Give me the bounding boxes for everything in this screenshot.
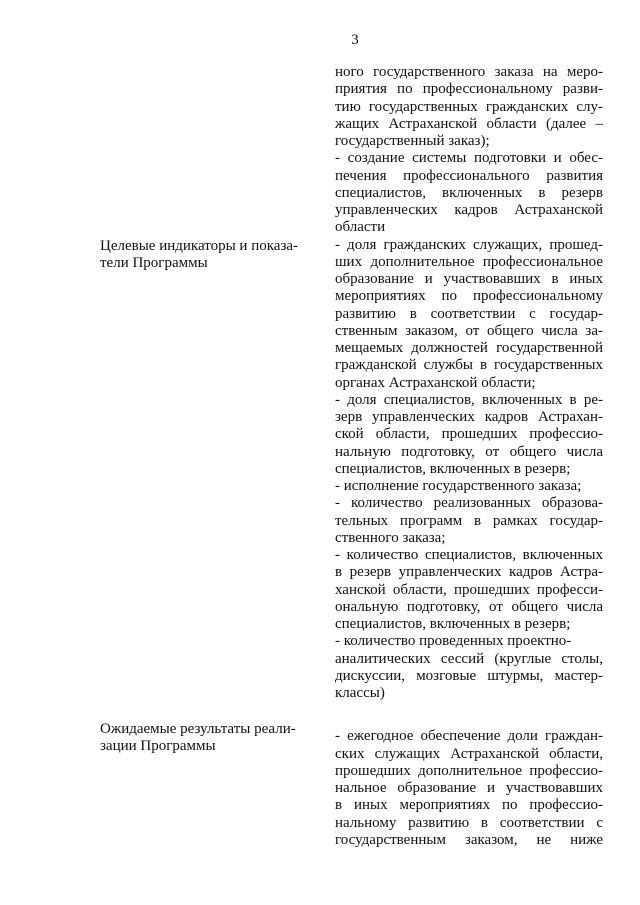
text-line: нальное образование и участвовавших bbox=[335, 780, 603, 796]
page-number: 3 bbox=[351, 32, 359, 48]
label-line: тели Программы bbox=[100, 255, 208, 272]
text-line: - ежегодное обеспечение доли граждан- bbox=[335, 728, 603, 745]
text-line: тию государственных гражданских слу- bbox=[335, 98, 603, 115]
label-line: Целевые индикаторы и показа- bbox=[100, 238, 299, 254]
text-line: ного государственного заказа на меро- bbox=[335, 64, 603, 80]
text-line: в иных мероприятиях по профессио- bbox=[335, 797, 603, 814]
text-line: нальную подготовку, от общего числа bbox=[335, 443, 603, 460]
text-line: образование и участвовавших в иных bbox=[335, 271, 603, 287]
text-line: государственный заказ); bbox=[335, 133, 490, 149]
text-line: нальному развитию в соответствии с bbox=[335, 814, 603, 831]
text-line: ханской области, прошедших професси- bbox=[335, 581, 603, 598]
text-line: развитию в соответствии с государ- bbox=[335, 305, 603, 322]
text-line: специалистов, включенных в резерв; bbox=[335, 460, 571, 477]
label-line: зации Программы bbox=[100, 738, 216, 755]
text-line: специалистов, включенных в резерв; bbox=[335, 616, 571, 632]
text-line: приятия по профессиональному разви- bbox=[335, 81, 603, 98]
label-expected-results bbox=[100, 721, 315, 756]
text-line: - количество проведенных проектно- bbox=[335, 633, 572, 650]
text-line: прошедших дополнительное профессио- bbox=[335, 762, 603, 779]
text-line: - создание системы подготовки и обес- bbox=[335, 150, 603, 167]
indicators-block bbox=[335, 237, 603, 703]
text-line: - доля специалистов, включенных в ре- bbox=[335, 391, 603, 408]
text-line: органах Астраханской области; bbox=[335, 374, 536, 391]
results-block bbox=[335, 728, 603, 849]
text-line: - исполнение государственного заказа; bbox=[335, 478, 582, 494]
label-line: Ожидаемые результаты реали- bbox=[100, 721, 296, 737]
text-line: гражданской службы в государственных bbox=[335, 357, 603, 374]
text-line: ональную подготовку, от общего числа bbox=[335, 598, 603, 615]
text-line: зерв управленческих кадров Астрахан- bbox=[335, 409, 603, 425]
text-line: управленческих кадров Астраханской bbox=[335, 202, 603, 218]
text-line: в резерв управленческих кадров Астра- bbox=[335, 564, 603, 581]
label-target-indicators bbox=[100, 238, 315, 273]
text-line: аналитических сессий (круглые столы, bbox=[335, 650, 603, 667]
text-line: печения профессионального развития bbox=[335, 167, 603, 184]
text-line: области bbox=[335, 219, 386, 236]
text-line: государственным заказом, не ниже bbox=[335, 831, 603, 848]
intro-block bbox=[335, 64, 603, 237]
text-line: - доля гражданских служащих, прошед- bbox=[335, 236, 603, 253]
text-line: ской области, прошедших профессио- bbox=[335, 426, 603, 443]
section-gap bbox=[335, 702, 603, 728]
text-line: - количество реализованных образова- bbox=[335, 495, 603, 512]
text-line: - количество специалистов, включенных bbox=[335, 547, 603, 563]
text-line: специалистов, включенных в резерв bbox=[335, 184, 603, 201]
text-line: мероприятиях по профессиональному bbox=[335, 288, 603, 305]
text-line: ских служащих Астраханской области, bbox=[335, 745, 603, 762]
text-line: классы) bbox=[335, 685, 385, 701]
text-line: ственного заказа; bbox=[335, 529, 446, 546]
text-line: ших дополнительное профессиональное bbox=[335, 253, 603, 270]
text-line: мещаемых должностей государственной bbox=[335, 340, 603, 356]
text-line: жащих Астраханской области (далее – bbox=[335, 115, 603, 132]
program-details-column bbox=[335, 64, 603, 849]
text-line: тельных программ в рамках государ- bbox=[335, 512, 603, 529]
text-line: ственным заказом, от общего числа за- bbox=[335, 322, 603, 339]
text-line: дискуссии, мозговые штурмы, мастер- bbox=[335, 667, 603, 684]
